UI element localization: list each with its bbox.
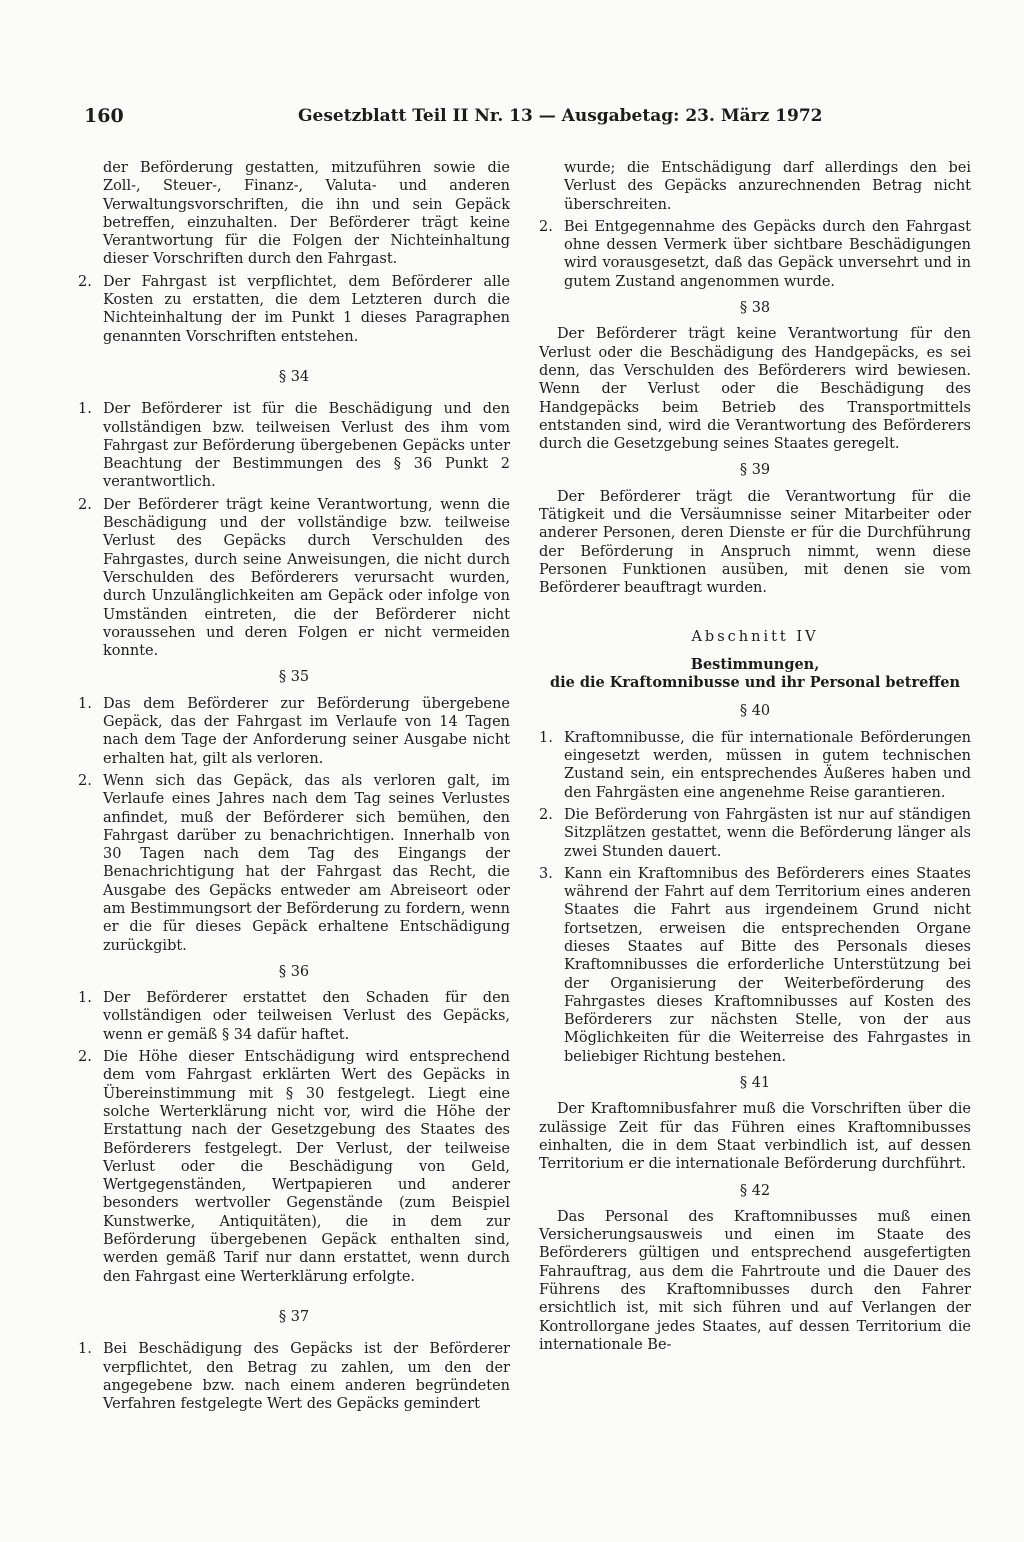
item-text: Das dem Beförderer zur Beförderung übergebene Gepäck, das der Fahrgast im Verlaufe von 14 Tagen nach dem Tage der Anforderung seiner Ausgabe nicht erhalten hat, gilt als verloren. <box>103 695 510 767</box>
item-text: Die Beförderung von Fahrgästen ist nur auf ständigen Sitzplätzen gestattet, wenn die Beförderung länger als zwei Stunden dauert. <box>564 806 971 860</box>
item-number: 1. <box>78 1341 92 1358</box>
left-column <box>78 159 510 1417</box>
item-number: 2. <box>78 772 92 789</box>
paragraph-continuation: wurde; die Entschädigung darf allerdings den bei Verlust des Gepäcks anzurechnenden Betrag nicht überschreiten. <box>564 160 971 213</box>
list-item <box>78 695 510 768</box>
item-text: Wenn sich das Gepäck, das als verloren galt, im Verlaufe eines Jahres nach dem Tag seines Verlustes anfindet, muß der Beförderer sich bemühen, den Fahrgast darüber zu benachrichtigen. Innerhalb von 30 Tagen nach dem Tag des Eingangs der Benachrichtigung hat der Fahrgast das Recht, die Ausgabe des Gepäcks entweder am Abreiseort oder am Bestimmungsort der Beförderung zu fordern, wenn er die für dieses Gepäck erhaltene Entschädigung zurückgibt. <box>103 772 510 954</box>
list-item <box>539 806 971 861</box>
list-item <box>539 218 971 291</box>
section-heading-37: § 37 <box>278 1308 310 1325</box>
item-text: Bei Beschädigung des Gepäcks ist der Beförderer verpflichtet, den Betrag zu zahlen, um den der angegebene bzw. nach einem anderen begründeten Verfahren festgelegte Wert des Gepäcks gemindert <box>103 1341 510 1413</box>
item-number: 3. <box>539 865 553 882</box>
item-number: 2. <box>78 496 92 513</box>
list-item <box>78 772 510 955</box>
section-heading-41: § 41 <box>739 1075 771 1092</box>
item-number: 2. <box>78 273 92 290</box>
item-text: Der Beförderer ist für die Beschädigung und den vollständigen bzw. teilweisen Verlust des ihm vom Fahrgast zur Beförderung übergebenen Gepäcks unter Beachtung der Bestimmungen des § 36 Punkt 2 verantwortlich. <box>103 401 510 491</box>
item-text: Der Beförderer trägt keine Verantwortung, wenn die Beschädigung und der vollständige bzw. teilweise Verlust des Gepäcks durch Verschulden des Fahrgastes, durch seine Anweisungen, die nicht durch Verschulden des Beförderers verursacht wurden, durch Unzulänglichkeiten am Gepäck oder infolge von Umständen eintreten, die der Beförderer nicht voraussehen und deren Folgen er nicht vermeiden konnte. <box>103 496 510 660</box>
chapter-title <box>539 656 971 693</box>
section-heading-38: § 38 <box>739 300 771 317</box>
paragraph: Das Personal des Kraftomnibusses muß einen Versicherungsausweis und einen im Staate des Beförderers gültigen und entsprechend ausgefertigten Fahrauftrag, aus dem die Fahrtroute und die Dauer des Führens des Kraftomnibusses durch den Fahrer ersichtlich ist, mit sich führen und auf Verlangen der Kontrollorgane jedes Staates, auf dessen Territorium die internationale Be- <box>539 1208 971 1353</box>
item-number: 2. <box>539 218 553 235</box>
list-item <box>539 729 971 802</box>
item-text: Der Beförderer erstattet den Schaden für den vollständigen oder teilweisen Verlust des Gepäcks, wenn er gemäß § 34 dafür haftet. <box>103 990 510 1043</box>
section-heading-40: § 40 <box>739 703 771 720</box>
right-column <box>539 159 971 1358</box>
list-item <box>539 865 971 1066</box>
list-item <box>78 1048 510 1286</box>
section-heading-34: § 34 <box>278 368 310 385</box>
item-number: 2. <box>539 806 553 823</box>
chapter-title-line: die die Kraftomnibusse und ihr Personal betreffen <box>549 674 961 692</box>
page-header <box>84 104 823 128</box>
item-number: 1. <box>539 729 553 746</box>
list-item <box>78 496 510 661</box>
page-number: 160 <box>84 105 124 127</box>
header-title: Gesetzblatt Teil II Nr. 13 — Ausgabetag: 23. März 1972 <box>298 106 823 126</box>
item-text: Bei Entgegennahme des Gepäcks durch den Fahrgast ohne dessen Vermerk über sichtbare Beschädigungen wird vorausgesetzt, daß das Gepäck unversehrt und in gutem Zustand angenommen wurde. <box>564 218 971 290</box>
paragraph: Der Beförderer trägt keine Verantwortung für den Verlust oder die Beschädigung des Handgepäcks, es sei denn, das Verschulden des Beförderers wird bewiesen. Wenn der Verlust oder die Beschädigung des Handgepäcks beim Betrieb des Transportmittels entstanden sind, wird die Verantwortung des Beförderers durch die Gesetzgebung seines Staates geregelt. <box>539 326 971 453</box>
paragraph: Der Beförderer trägt die Verantwortung für die Tätigkeit und die Versäumnisse seiner Mitarbeiter oder anderer Personen, deren Dienste er für die Durchführung der Beförderung in Anspruch nimmt, wenn diese Personen Funktionen ausüben, mit denen sie vom Beförderer beauftragt wurden. <box>539 488 971 597</box>
list-item <box>78 989 510 1044</box>
item-text: Kann ein Kraftomnibus des Beförderers eines Staates während der Fahrt auf dem Territorium eines anderen Staates die Fahrt aus irgendeinem Grund nicht fortsetzen, erweisen die entsprechenden Organe dieses Staates auf Bitte des Personals dieses Kraftomnibusses die erforderliche Unterstützung bei der Organisierung der Weiterbeförderung des Fahrgastes dieses Kraftomnibusses auf Kosten des Beförderers zur nächsten Stelle, von der aus Möglichkeiten für die Weiterreise des Fahrgastes in beliebiger Richtung bestehen. <box>564 865 971 1065</box>
item-text: Kraftomnibusse, die für internationale Beförderungen eingesetzt werden, müssen in gutem technischen Zustand sein, ein entsprechendes Äußeres haben und den Fahrgästen eine angenehme Reise garantieren. <box>564 729 971 801</box>
section-heading-39: § 39 <box>739 462 771 479</box>
item-number: 1. <box>78 695 92 712</box>
paragraph-continuation: der Beförderung gestatten, mitzuführen sowie die Zoll-, Steuer-, Finanz-, Valuta- und anderen Verwaltungsvorschriften, die ihn und sein Gepäck betreffen, einzuhalten. Der Beförderer trägt keine Verantwortung für die Folgen der Nichteinhaltung dieser Vorschriften durch den Fahrgast. <box>103 160 510 268</box>
section-heading-36: § 36 <box>278 963 310 980</box>
list-item <box>78 273 510 346</box>
list-item <box>78 400 510 491</box>
item-number: 1. <box>78 990 92 1007</box>
item-text: Der Fahrgast ist verpflichtet, dem Beförderer alle Kosten zu erstatten, die dem Letzteren durch die Nichteinhaltung der im Punkt 1 dieses Paragraphen genannten Vorschriften entstehen. <box>103 273 510 345</box>
paragraph: Der Kraftomnibusfahrer muß die Vorschriften über die zulässige Zeit für das Führen eines Kraftomnibusses einhalten, die in dem Staat verbindlich ist, auf dessen Territorium er die internationale Beförderung durchführt. <box>539 1101 971 1173</box>
list-item <box>78 1340 510 1413</box>
item-text: Die Höhe dieser Entschädigung wird entsprechend dem vom Fahrgast erklärten Wert des Gepäcks in Übereinstimmung mit § 30 festgelegt. Liegt eine solche Werterklärung nicht vor, wird die Höhe der Erstattung nach der Gesetzgebung des Staates des Beförderers festgelegt. Der Verlust, der teilweise Verlust oder die Beschädigung von Geld, Wertgegenständen, Wertpapieren und anderer besonders wertvoller Gegenstände (zum Beispiel Kunstwerke, Antiquitäten), die in dem zur Beförderung übergebenen Gepäck enthalten sind, werden gemäß Tarif nur dann erstattet, wenn durch den Fahrgast eine Werterklärung erfolgte. <box>103 1049 510 1285</box>
item-number: 2. <box>78 1049 92 1066</box>
section-heading-42: § 42 <box>739 1182 771 1199</box>
chapter-heading: Abschnitt IV <box>691 628 819 645</box>
chapter-title-line: Bestimmungen, <box>690 655 820 673</box>
item-number: 1. <box>78 401 92 418</box>
section-heading-35: § 35 <box>278 669 310 686</box>
